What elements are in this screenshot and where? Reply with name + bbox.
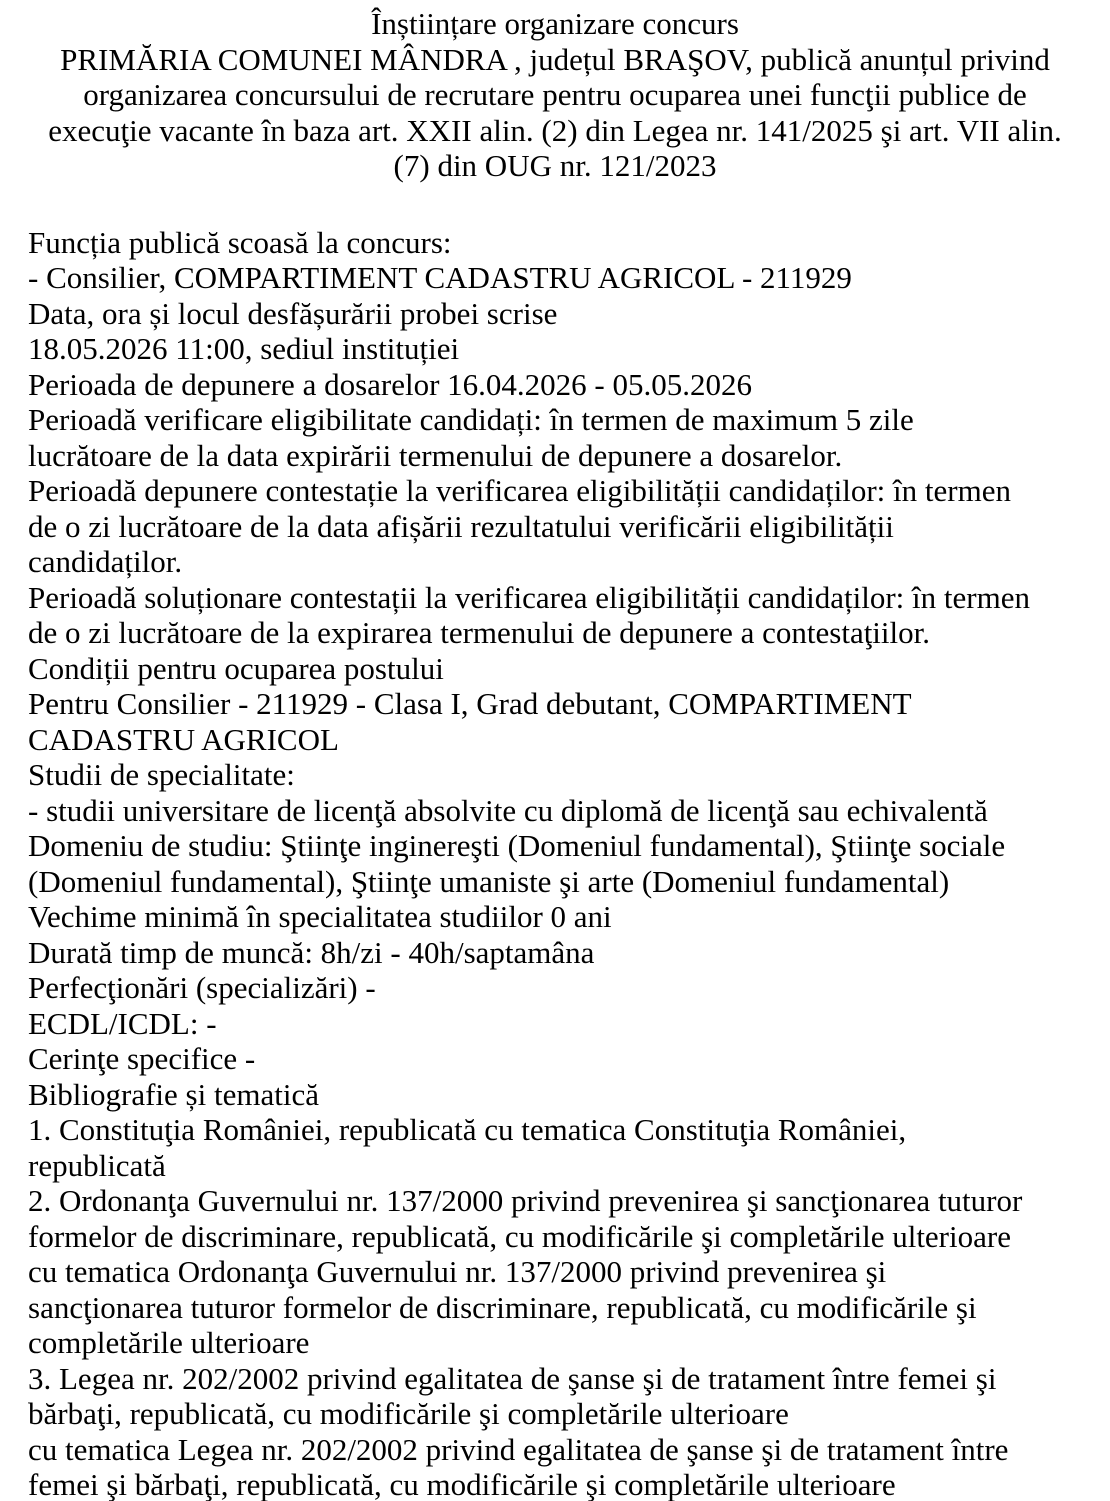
text-line: (7) din OUG nr. 121/2023: [393, 148, 717, 183]
text-line: Perfecţionări (specializări) -: [28, 970, 376, 1005]
text-line: 2. Ordonanţa Guvernului nr. 137/2000 privind prevenirea şi sancţionarea tuturor: [28, 1183, 1023, 1218]
text-line: Bibliografie și tematică: [28, 1076, 319, 1112]
text-line: femei şi bărbaţi, republicată, cu modificările şi completările ulterioare: [28, 1467, 896, 1501]
text-line: Perioadă verificare eligibilitate candidați: în termen de maximum 5 zile: [28, 402, 914, 437]
text-line: (Domeniul fundamental), Ştiinţe umaniste şi arte (Domeniul fundamental): [28, 863, 950, 899]
text-line: execuţie vacante în baza art. XXII alin. (2) din Legea nr. 141/2025 şi art. VII alin.: [48, 112, 1062, 148]
text-line: 18.05.2026 11:00, sediul instituției: [28, 331, 460, 366]
text-line: completările ulterioare: [28, 1325, 310, 1360]
text-line: PRIMĂRIA COMUNEI MÂNDRA , județul BRAŞOV, publică anunțul privind: [60, 41, 1050, 77]
text-line: Perioadă soluționare contestații la verificarea eligibilității candidaților: în termen: [28, 579, 1030, 615]
text-line: lucrătoare de la data expirării termenului de depunere a dosarelor.: [28, 437, 843, 473]
text-line: Studii de specialitate:: [28, 757, 295, 792]
text-line: CADASTRU AGRICOL: [28, 721, 339, 757]
text-line: Data, ora și locul desfășurării probei scrise: [28, 295, 558, 331]
text-line: Pentru Consilier - 211929 - Clasa I, Grad debutant, COMPARTIMENT: [28, 686, 912, 721]
text-line: - Consilier, COMPARTIMENT CADASTRU AGRICOL - 211929: [28, 260, 852, 295]
text-line: de o zi lucrătoare de la data afișării rezultatului verificării eligibilității: [28, 508, 894, 544]
text-line: republicată: [28, 1147, 166, 1183]
text-line: cu tematica Ordonanţa Guvernului nr. 137/2000 privind prevenirea şi: [28, 1254, 887, 1289]
text-line: Funcția publică scoasă la concurs:: [28, 224, 452, 260]
text-line: Înștiințare organizare concurs: [371, 6, 739, 41]
text-line: de o zi lucrătoare de la expirarea termenului de depunere a contestaţiilor.: [28, 615, 931, 650]
text-line: Condiții pentru ocuparea postului: [28, 650, 444, 686]
text-line: Vechime minimă în specialitatea studiilor 0 ani: [28, 899, 612, 934]
text-line: Perioadă depunere contestație la verificarea eligibilității candidaților: în termen: [28, 473, 1011, 508]
text-line: cu tematica Legea nr. 202/2002 privind egalitatea de şanse şi de tratament între: [28, 1431, 1009, 1467]
text-line: ECDL/ICDL: -: [28, 1005, 217, 1041]
text-line: candidaților.: [28, 544, 183, 579]
text-line: Durată timp de muncă: 8h/zi - 40h/saptamâna: [28, 934, 595, 970]
text-line: 3. Legea nr. 202/2002 privind egalitatea de şanse şi de tratament între femei şi: [28, 1360, 997, 1396]
text-line: organizarea concursului de recrutare pentru ocuparea unei funcţii publice de: [83, 77, 1027, 112]
text-line: 1. Constituţia României, republicată cu tematica Constituţia României,: [28, 1112, 907, 1147]
announcement-body: [28, 225, 1082, 1501]
text-line: Perioada de depunere a dosarelor 16.04.2026 - 05.05.2026: [28, 366, 752, 402]
announcement-heading: [28, 6, 1082, 184]
text-line: sancţionarea tuturor formelor de discriminare, republicată, cu modificările şi: [28, 1289, 977, 1325]
text-line: - studii universitare de licenţă absolvite cu diplomă de licenţă sau echivalentă: [28, 792, 988, 828]
text-line: formelor de discriminare, republicată, cu modificările şi completările ulterioare: [28, 1218, 1011, 1254]
text-line: Cerinţe specifice -: [28, 1041, 256, 1076]
text-line: Domeniu de studiu: Ştiinţe inginereşti (Domeniul fundamental), Ştiinţe sociale: [28, 828, 1006, 863]
text-line: bărbaţi, republicată, cu modificările şi completările ulterioare: [28, 1396, 789, 1431]
